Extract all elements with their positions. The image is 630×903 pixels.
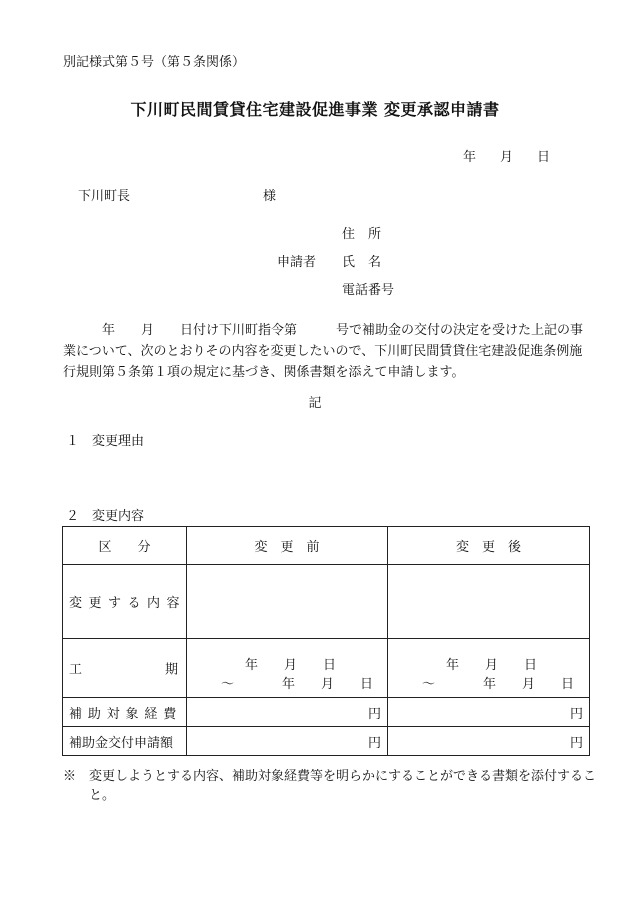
applicant-label: 申請者 <box>277 255 317 270</box>
addressee: 下川町長 <box>78 189 131 204</box>
table-row <box>63 565 590 639</box>
period-after-end <box>422 673 574 692</box>
header-after: 変 更 後 <box>388 527 590 565</box>
grant-request-label: 補助金交付申請額 <box>63 727 187 756</box>
period-label-a: 工 <box>69 662 83 678</box>
table-row <box>63 727 590 756</box>
date-line <box>463 151 550 164</box>
header-category: 区 分 <box>63 527 187 565</box>
honorific: 様 <box>263 189 277 204</box>
period-before-end-date: 年 月 日 <box>282 677 374 692</box>
content-label <box>63 565 187 639</box>
eligible-cost-after-cell[interactable]: 円 <box>388 698 590 727</box>
period-before-cell[interactable] <box>187 639 388 698</box>
period-after-cell[interactable] <box>388 639 590 698</box>
date-year: 年 <box>463 150 477 165</box>
grant-request-before-cell[interactable]: 円 <box>187 727 388 756</box>
period-after-start: 年 月 日 <box>446 658 538 673</box>
section-change-reason: １ 変更理由 <box>66 434 145 449</box>
period-before-end <box>221 673 373 692</box>
date-day: 日 <box>537 150 551 165</box>
header-before: 変 更 前 <box>187 527 388 565</box>
section-change-content: ２ 変更内容 <box>66 509 145 524</box>
period-label-b: 期 <box>164 662 178 678</box>
period-before-tilde: ～ <box>221 677 235 692</box>
application-body-text: 年 月 日付け下川町指令第 号で補助金の交付の決定を受けた上記の事業について、次のとおりその内容を変更したいので、下川町民間賃貸住宅建設促進条例施行規則第５条第１項の規定に基づき、関係書類を添えて申請します。 <box>63 323 584 380</box>
table-header-row <box>63 527 590 565</box>
address-label: 住 所 <box>342 227 382 242</box>
period-label <box>63 639 187 698</box>
form-number: 別記様式第５号（第５条関係） <box>63 55 246 70</box>
content-label-text: 変更する内容 <box>69 596 187 611</box>
eligible-cost-label <box>63 698 187 727</box>
eligible-cost-before-cell[interactable]: 円 <box>187 698 388 727</box>
date-month: 月 <box>500 150 514 165</box>
grant-request-after-cell[interactable]: 円 <box>388 727 590 756</box>
ki-heading: 記 <box>308 396 322 411</box>
attachment-note: ※ 変更しようとする内容、補助対象経費等を明らかにすることができる書類を添付すること。 <box>63 769 597 803</box>
content-after-cell[interactable] <box>388 565 590 639</box>
period-after-tilde: ～ <box>422 677 436 692</box>
document-title: 下川町民間賃貸住宅建設促進事業 変更承認申請書 <box>130 100 500 119</box>
table-row <box>63 639 590 698</box>
period-after-end-date: 年 月 日 <box>483 677 575 692</box>
period-before-start: 年 月 日 <box>245 658 337 673</box>
table-row <box>63 698 590 727</box>
name-label: 氏 名 <box>342 255 382 270</box>
change-table <box>62 526 590 756</box>
phone-label: 電話番号 <box>342 283 395 298</box>
eligible-cost-label-text: 補助対象経費 <box>69 706 183 722</box>
content-before-cell[interactable] <box>187 565 388 639</box>
